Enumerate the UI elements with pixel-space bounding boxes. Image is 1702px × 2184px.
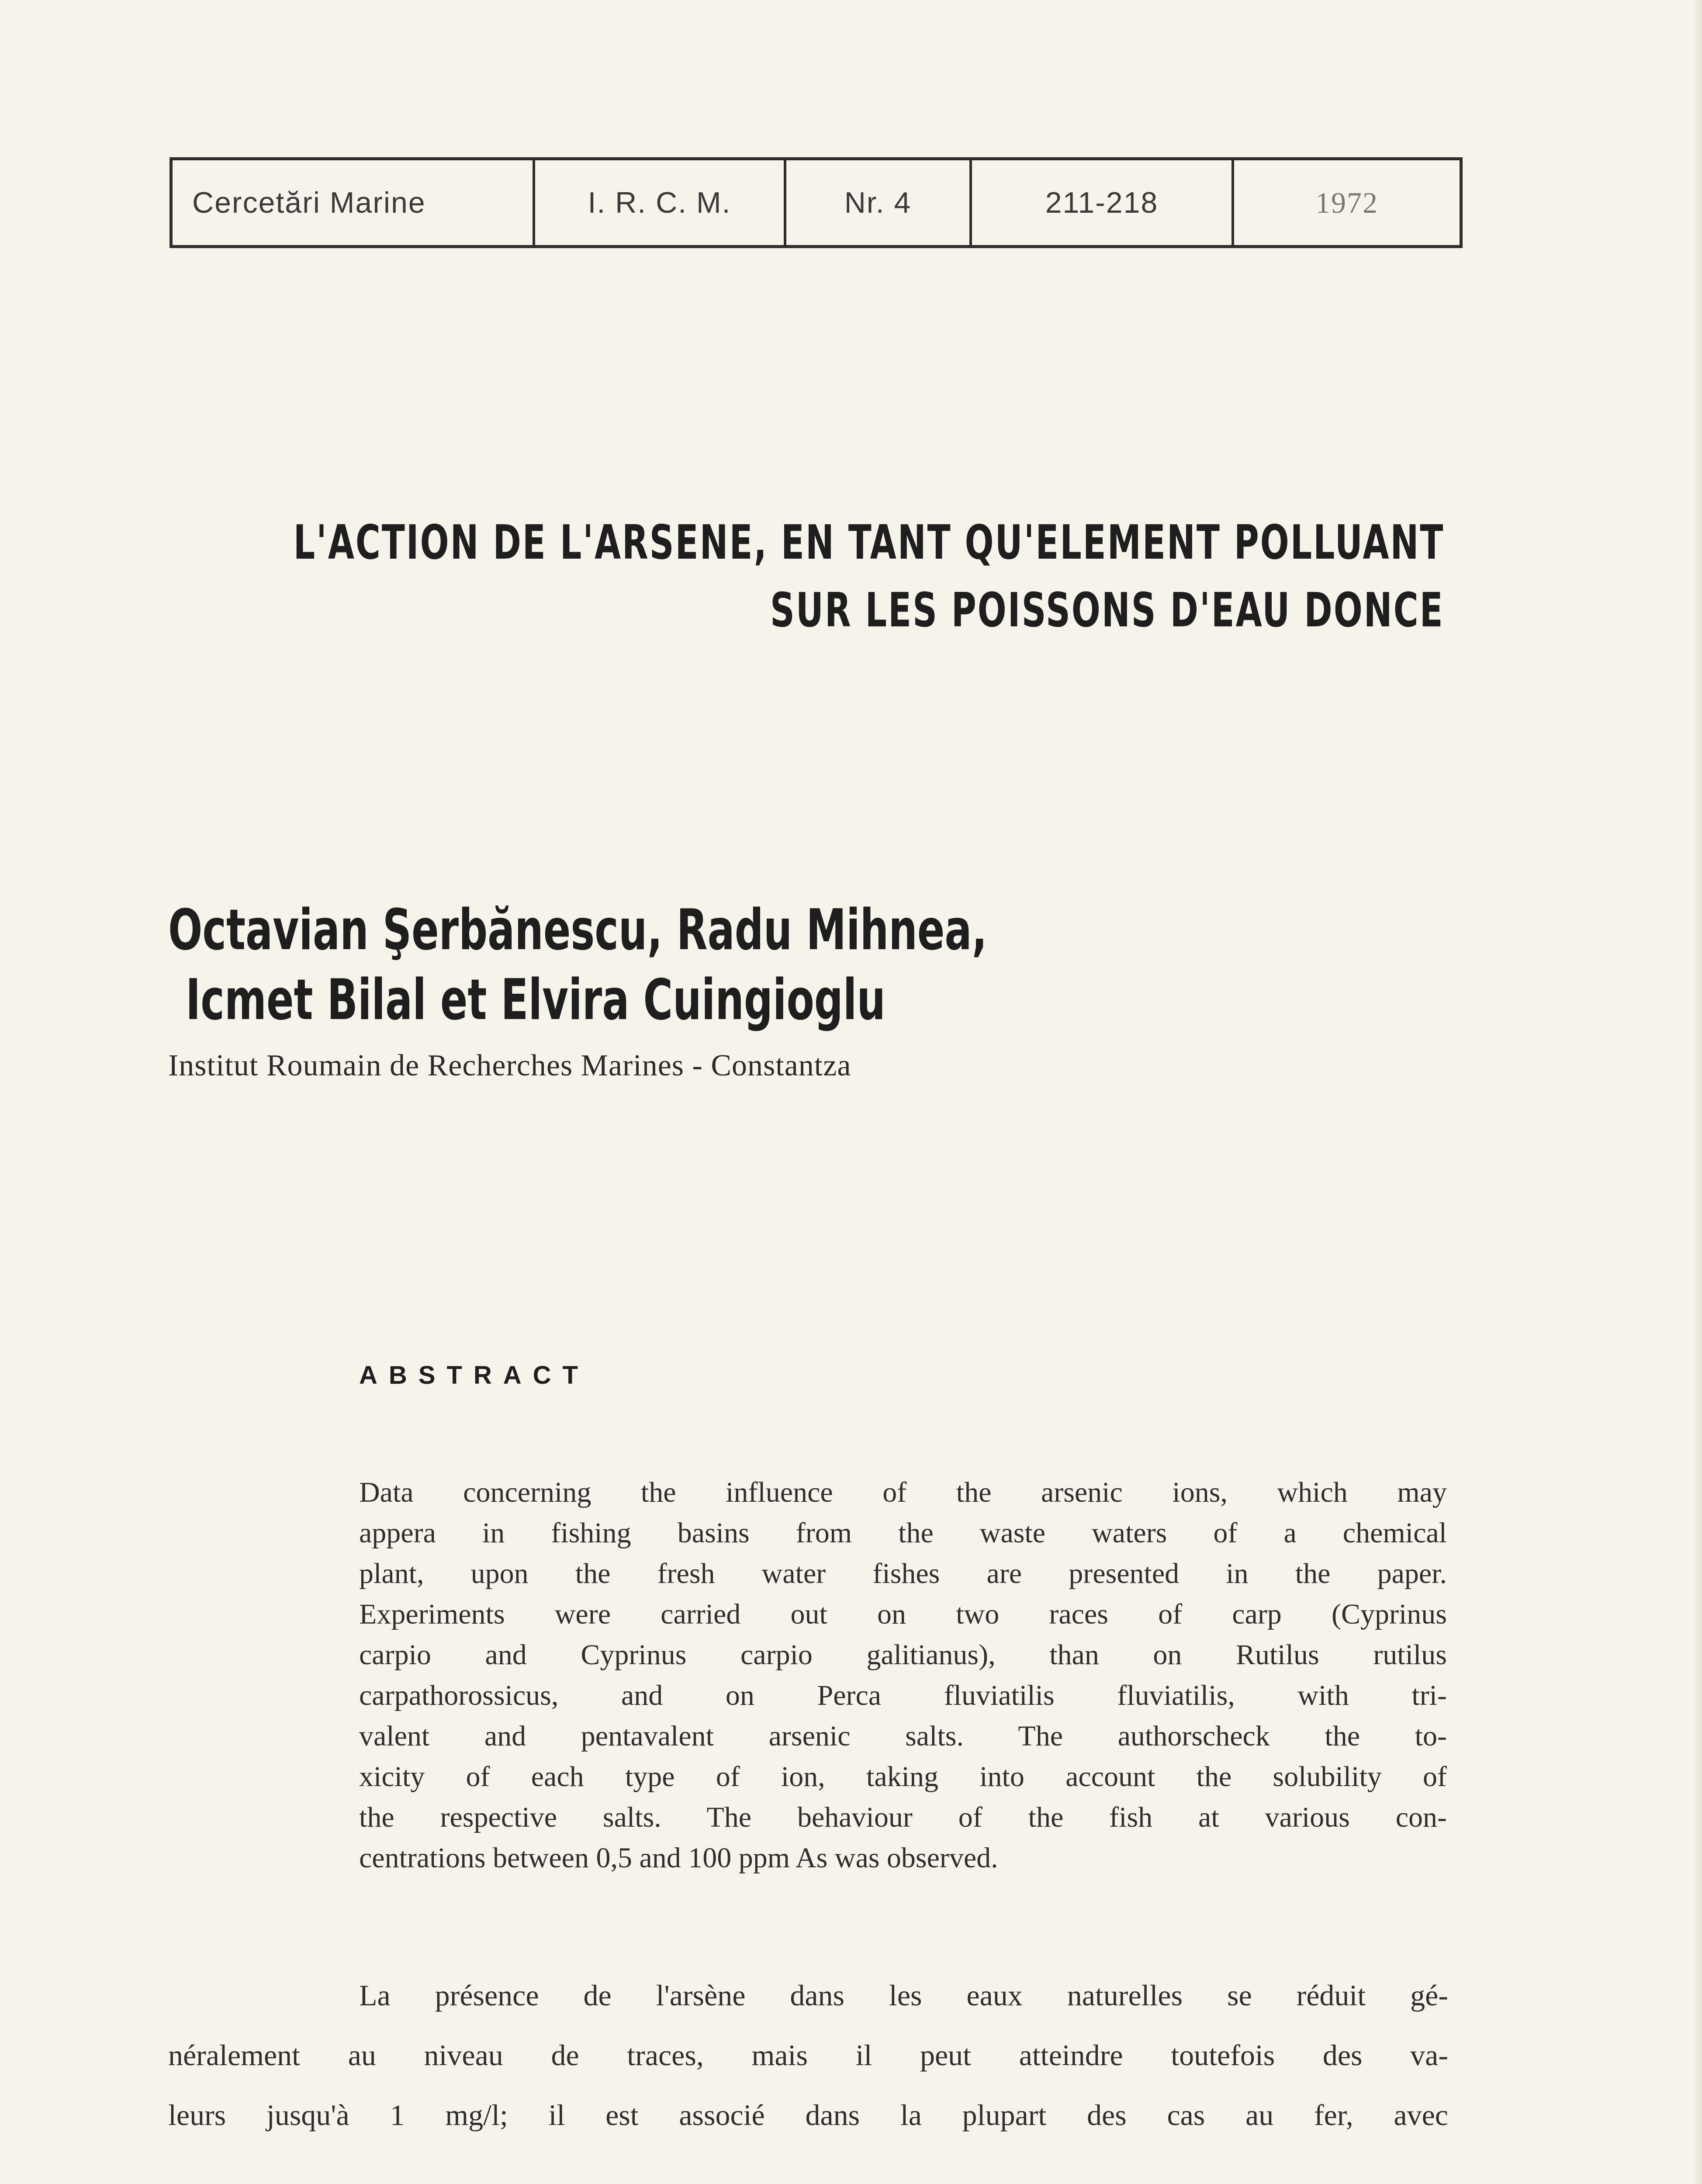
abstract-line: xicity of each type of ion, taking into account the solubility of <box>359 1761 1447 1793</box>
journal-header-box <box>170 157 1463 248</box>
abstract-body <box>359 1472 1447 1878</box>
authors-line-2: Icmet Bilal et Elvira Cuingioglu <box>186 968 886 1033</box>
body-line: leurs jusqu'à 1 mg/l; il est associé dans la plupart des cas au fer, avec <box>168 2098 1448 2132</box>
abstract-line: centrations between 0,5 and 100 ppm As was observed. <box>359 1842 998 1874</box>
institute-abbrev: I. R. C. M. <box>535 160 786 245</box>
abstract-line: carpio and Cyprinus carpio galitianus), than on Rutilus rutilus <box>359 1639 1447 1671</box>
abstract-line: the respective salts. The behaviour of the fish at various con- <box>359 1801 1447 1833</box>
journal-name: Cercetări Marine <box>173 160 535 245</box>
abstract-line: plant, upon the fresh water fishes are presented in the paper. <box>359 1558 1447 1590</box>
body-line: néralement au niveau de traces, mais il peut atteindre toutefois des va- <box>168 2039 1448 2072</box>
issue-number: Nr. 4 <box>786 160 972 245</box>
body-text <box>168 1966 1448 2145</box>
paper-title-line-1: L'ACTION DE L'ARSENE, EN TANT QU'ELEMENT POLLUANT <box>293 515 1444 570</box>
abstract-line: valent and pentavalent arsenic salts. The authorscheck the to- <box>359 1720 1447 1752</box>
abstract-line: Data concerning the influence of the arsenic ions, which may <box>359 1476 1447 1508</box>
abstract-line: Experiments were carried out on two races of carp (Cyprinus <box>359 1598 1447 1630</box>
abstract-heading: ABSTRACT <box>359 1361 589 1389</box>
abstract-line: carpathorossicus, and on Perca fluviatilis fluviatilis, with tri- <box>359 1679 1447 1711</box>
publication-year: 1972 <box>1315 186 1378 219</box>
abstract-line: appera in fishing basins from the waste waters of a chemical <box>359 1517 1447 1549</box>
paper-title-line-2: SUR LES POISSONS D'EAU DONCE <box>770 583 1444 638</box>
affiliation: Institut Roumain de Recherches Marines - Constantza <box>168 1049 851 1082</box>
page-edge <box>1695 0 1702 2184</box>
page-range: 211-218 <box>972 160 1234 245</box>
authors-line-1: Octavian Şerbănescu, Radu Mihnea, <box>168 898 987 963</box>
body-line: La présence de l'arsène dans les eaux naturelles se réduit gé- <box>359 1979 1448 2012</box>
